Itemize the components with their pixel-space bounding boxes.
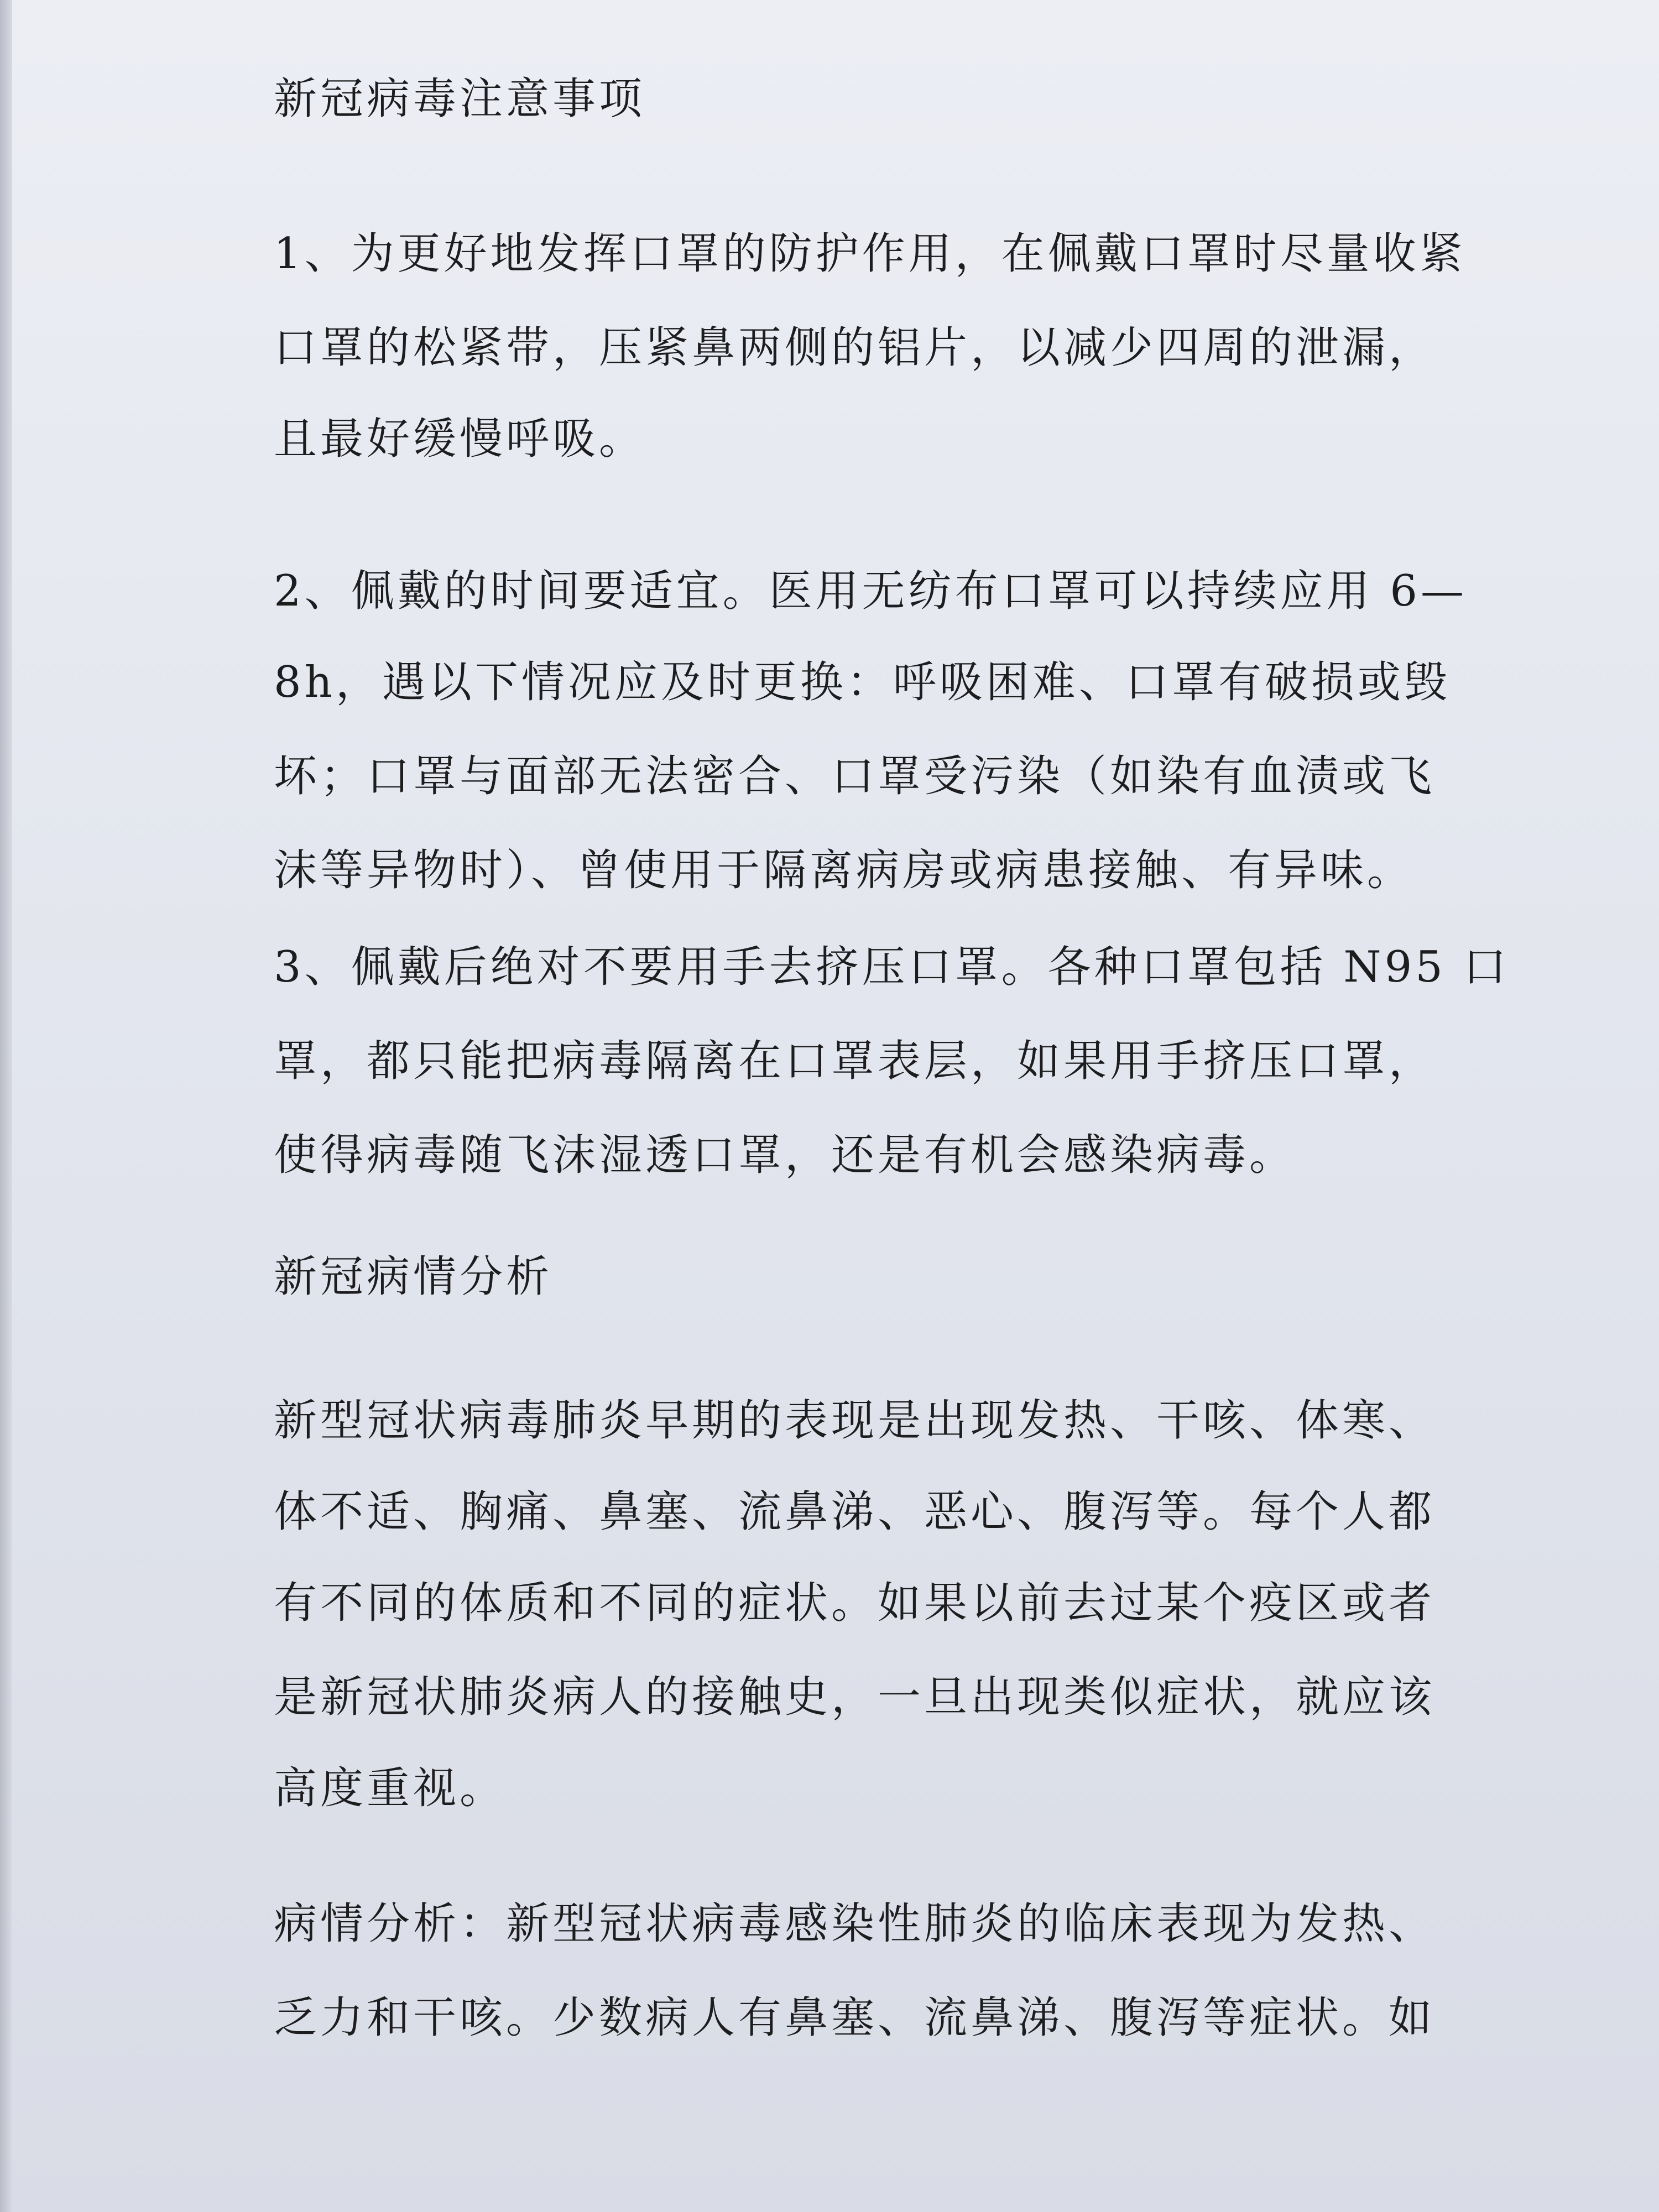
item1-line2: 口罩的松紧带，压紧鼻两侧的铝片，以减少四周的泄漏， xyxy=(274,323,1436,373)
para1-line1: 新型冠状病毒肺炎早期的表现是出现发热、干咳、体寒、 xyxy=(274,1396,1436,1446)
para2-line2: 乏力和干咳。少数病人有鼻塞、流鼻涕、腹泻等症状。如 xyxy=(274,1993,1436,2043)
para1-line2: 体不适、胸痛、鼻塞、流鼻涕、恶心、腹泻等。每个人都 xyxy=(274,1487,1436,1537)
item1-line3: 且最好缓慢呼吸。 xyxy=(274,414,646,464)
item2-line3: 坏；口罩与面部无法密合、口罩受污染（如染有血渍或飞 xyxy=(274,752,1436,801)
para1-line4: 是新冠状肺炎病人的接触史，一旦出现类似症状，就应该 xyxy=(274,1672,1436,1722)
heading-analysis: 新冠病情分析 xyxy=(274,1252,553,1302)
item2-line4: 沫等异物时）、曾使用于隔离病房或病患接触、有异味。 xyxy=(274,846,1414,895)
item3-line2: 罩，都只能把病毒隔离在口罩表层，如果用手挤压口罩， xyxy=(274,1036,1436,1086)
para1-line5: 高度重视。 xyxy=(274,1764,507,1813)
item3-line1: 3、佩戴后绝对不要用手去挤压口罩。各种口罩包括 N95 口 xyxy=(274,942,1510,992)
para1-line3: 有不同的体质和不同的症状。如果以前去过某个疫区或者 xyxy=(274,1578,1436,1628)
heading-precautions: 新冠病毒注意事项 xyxy=(274,74,646,124)
item3-line3: 使得病毒随飞沫湿透口罩，还是有机会感染病毒。 xyxy=(274,1130,1296,1180)
item2-line2: 8h，遇以下情况应及时更换：呼吸困难、口罩有破损或毁 xyxy=(274,658,1451,707)
para2-line1: 病情分析：新型冠状病毒感染性肺炎的临床表现为发热、 xyxy=(274,1899,1436,1949)
item2-line1: 2、佩戴的时间要适宜。医用无纺布口罩可以持续应用 6— xyxy=(274,566,1468,616)
paper-edge xyxy=(0,0,12,2212)
item1-line1: 1、为更好地发挥口罩的防护作用，在佩戴口罩时尽量收紧 xyxy=(274,229,1466,279)
